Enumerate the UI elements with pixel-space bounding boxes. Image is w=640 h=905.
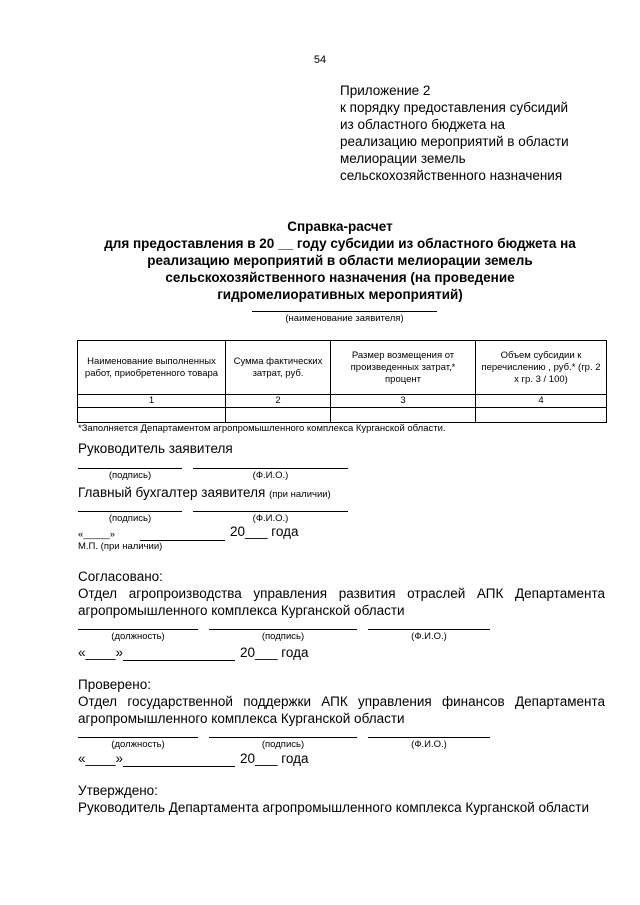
agreed-name-line — [368, 629, 490, 630]
title-line: для предоставления в 20 __ году субсидии из областного бюджета на — [104, 236, 576, 251]
accountant-signature-line — [78, 511, 182, 512]
checked-position-caption: (должность) — [111, 739, 165, 750]
appendix-line: сельскохозяйственного назначения — [340, 168, 563, 183]
agreed-date-year: 20___ года — [240, 645, 309, 660]
applicant-caption: (наименование заявителя) — [285, 313, 404, 324]
head-title: Руководитель заявителя — [78, 441, 233, 456]
checked-dept-line: Отдел государственной поддержки АПК управления финансов Департамента — [78, 694, 605, 709]
title-line: сельскохозяйственного назначения (на проведение — [165, 270, 515, 285]
checked-signature-line — [209, 737, 357, 738]
agreed-position-caption: (должность) — [111, 631, 165, 642]
calculation-table — [77, 340, 607, 423]
checked-title: Проверено: — [78, 677, 151, 692]
appendix-line: Приложение 2 — [340, 83, 431, 98]
checked-position-line — [78, 737, 198, 738]
table-number-cell: 4 — [476, 395, 607, 408]
accountant-sign-caption: (подпись) — [108, 513, 152, 524]
checked-dept-line: агропромышленного комплекса Курганской области — [78, 711, 405, 726]
table-row — [78, 408, 607, 423]
accountant-note: (при наличии) — [269, 489, 331, 500]
applicant-name-line — [252, 311, 437, 312]
checked-sign-caption: (подпись) — [261, 739, 305, 750]
table-cell — [226, 408, 331, 423]
title-line: реализацию мероприятий в области мелиорации земель — [147, 253, 533, 268]
table-number-cell: 1 — [78, 395, 226, 408]
table-number-cell: 2 — [226, 395, 331, 408]
appendix-line: из областного бюджета на — [340, 117, 506, 132]
appendix-heading — [340, 82, 569, 184]
table-cell — [331, 408, 476, 423]
agreed-dept-line: Отдел агропроизводства управления развития отраслей АПК Департамента — [78, 586, 605, 601]
table-header-cell: Наименование выполненных работ, приобретенного товара — [78, 341, 226, 395]
agreed-date-day: «____» — [78, 645, 124, 660]
approved-text: Руководитель Департамента агропромышленного комплекса Курганской области — [78, 800, 590, 815]
checked-date-day: «____» — [78, 751, 124, 766]
accountant-title — [78, 484, 331, 503]
table-header-row — [78, 341, 607, 395]
appendix-line: реализацию мероприятий в области — [340, 134, 569, 149]
table-header-cell: Объем субсидии к перечислению , руб.* (гр. 2 х гр. 3 / 100) — [476, 341, 607, 395]
accountant-title-text: Главный бухгалтер заявителя — [78, 485, 266, 500]
table-cell — [476, 408, 607, 423]
head-name-caption: (Ф.И.О.) — [252, 470, 289, 481]
appendix-line: к порядку предоставления субсидий — [340, 100, 569, 115]
agreed-name-caption: (Ф.И.О.) — [411, 631, 447, 642]
head-sign-caption: (подпись) — [108, 470, 152, 481]
stamp-note: М.П. (при наличии) — [78, 541, 163, 552]
accountant-name-line — [193, 511, 348, 512]
table-footnote: *Заполняется Департаментом агропромышленного комплекса Курганской области. — [78, 423, 446, 434]
title-line: Справка-расчет — [287, 219, 393, 234]
head-signature-line — [78, 468, 182, 469]
page-number: 54 — [313, 54, 327, 66]
table-number-row — [78, 395, 607, 408]
accountant-date-day: «_____» — [78, 529, 115, 540]
agreed-signature-line — [209, 629, 357, 630]
table-header-cell: Сумма фактических затрат, руб. — [226, 341, 331, 395]
checked-name-line — [368, 737, 490, 738]
accountant-name-caption: (Ф.И.О.) — [252, 513, 289, 524]
checked-date-month-line — [123, 766, 235, 767]
approved-title: Утверждено: — [78, 783, 158, 798]
agreed-date-month-line — [123, 660, 235, 661]
title-line: гидромелиоративных мероприятий) — [217, 287, 463, 302]
table-header-cell: Размер возмещения от произведенных затрат,* процент — [331, 341, 476, 395]
document-title — [40, 218, 640, 303]
agreed-sign-caption: (подпись) — [261, 631, 305, 642]
agreed-title: Согласовано: — [78, 569, 163, 584]
checked-name-caption: (Ф.И.О.) — [411, 739, 447, 750]
agreed-position-line — [78, 629, 198, 630]
table-cell — [78, 408, 226, 423]
table-number-cell: 3 — [331, 395, 476, 408]
head-name-line — [193, 468, 348, 469]
agreed-dept-line: агропромышленного комплекса Курганской области — [78, 603, 405, 618]
appendix-line: мелиорации земель — [340, 151, 466, 166]
accountant-date-year: 20___ года — [230, 524, 299, 539]
checked-date-year: 20___ года — [240, 751, 309, 766]
